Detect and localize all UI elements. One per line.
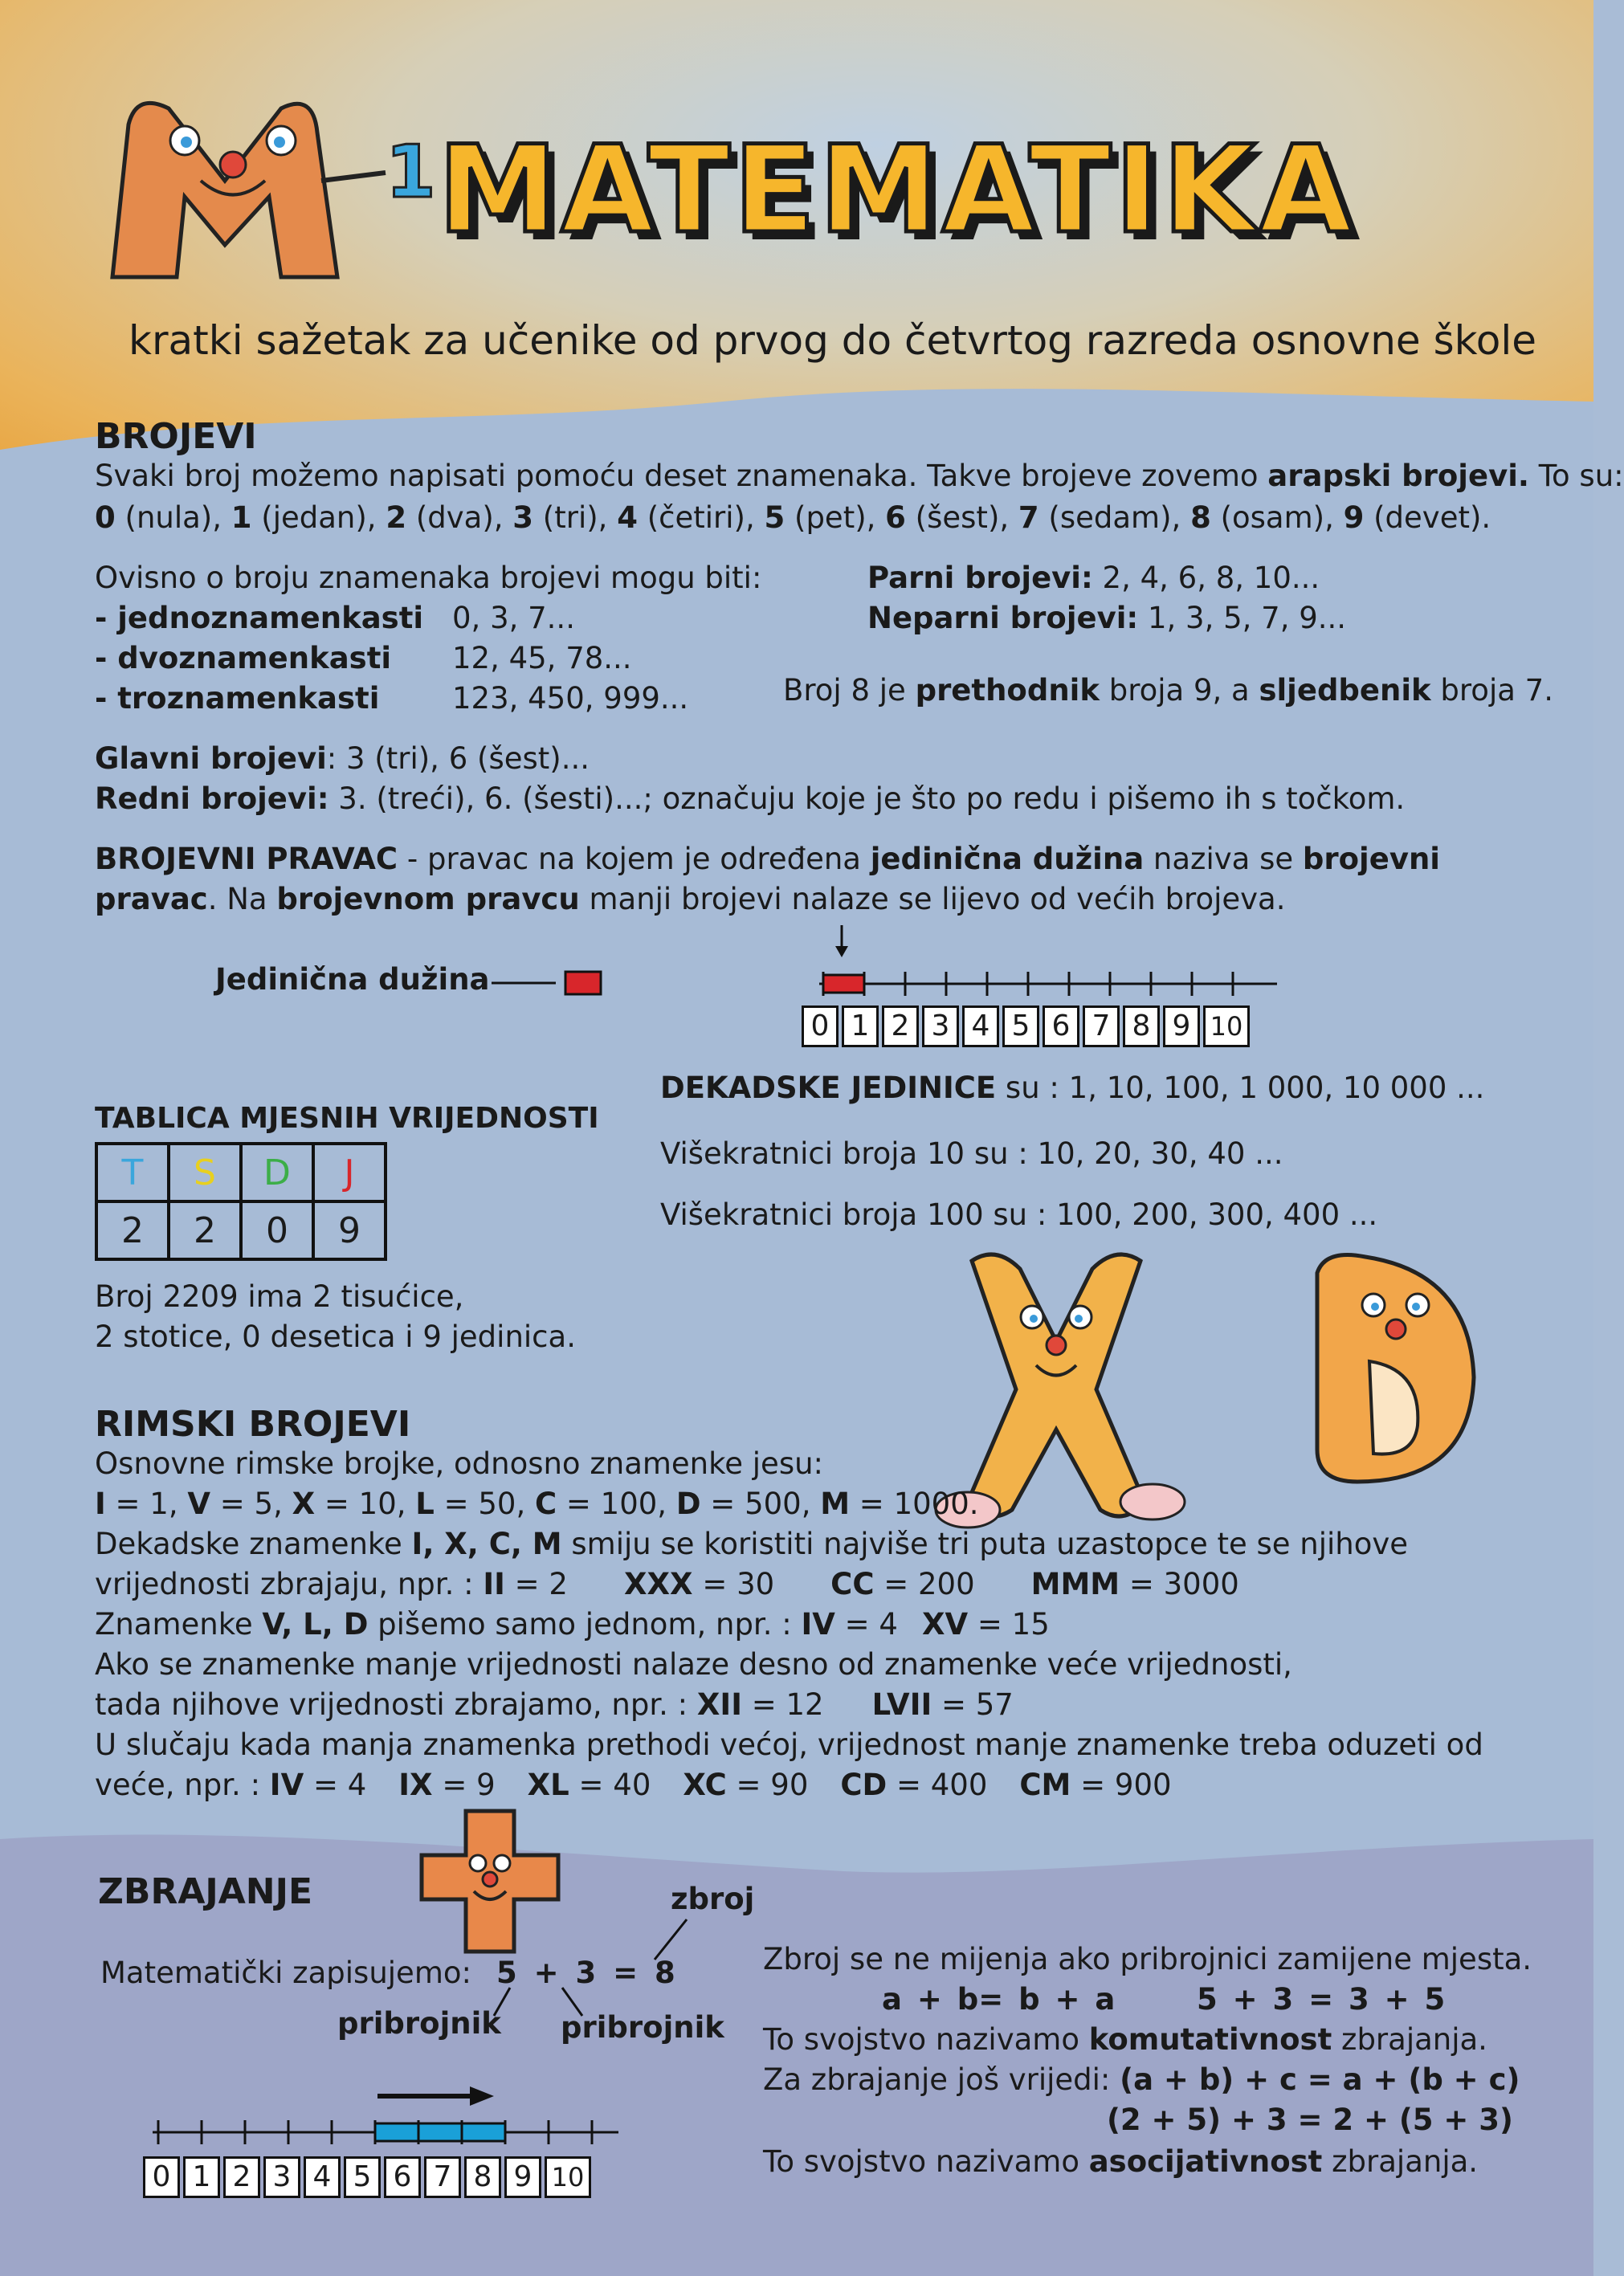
roman-value: = 10, (315, 1487, 416, 1521)
roman-example (483, 1567, 568, 1601)
digit-name: (dva), (406, 500, 513, 535)
digit-name: (četiri), (637, 500, 765, 535)
number-box: 8 (464, 2156, 501, 2198)
kind-label: - troznamenkasti (95, 681, 380, 716)
roman-value: = 200 (874, 1567, 975, 1601)
place-value: 2 (96, 1201, 169, 1259)
roman-value: = 2 (504, 1567, 568, 1601)
roman-numeral: MMM (1030, 1567, 1120, 1601)
roman-value: = 4 (304, 1768, 367, 1802)
roman-example (922, 1607, 1050, 1642)
plus-mascot (414, 1803, 566, 1956)
roman-example (840, 1768, 987, 1802)
kind-row (95, 598, 688, 638)
kind-label: - dvoznamenkasti (95, 641, 392, 675)
section-heading-brojevi: BROJEVI (95, 416, 257, 457)
place-header: T (96, 1144, 169, 1201)
section-heading-zbrajanje: ZBRAJANJE (98, 1871, 313, 1912)
roman-numeral: I (95, 1487, 106, 1521)
number-box: 3 (263, 2156, 300, 2198)
roman-numeral: IV (801, 1607, 835, 1642)
digit-numeral: 4 (617, 500, 638, 535)
number-box: 9 (504, 2156, 541, 2198)
roman-numeral: V (187, 1487, 211, 1521)
visekratnici-10: Višekratnici broja 10 su : 10, 20, 30, 40 ... (660, 1136, 1283, 1171)
roman-value: = 1, (105, 1487, 188, 1521)
roman-example (270, 1768, 366, 1802)
place-value: 9 (313, 1201, 386, 1259)
unit-segment-sample (492, 964, 612, 1004)
rimski-l5: Znamenke V, L, D pišemo samo jednom, npr. : IV = 4 XV = 15 (95, 1607, 1050, 1642)
roman-example (398, 1768, 495, 1802)
roman-value: = 57 (932, 1687, 1014, 1722)
number-box: 5 (1002, 1005, 1039, 1047)
kinds-list (95, 598, 688, 719)
digit-numeral: 1 (231, 500, 252, 535)
number-box: 3 (922, 1005, 959, 1047)
number-line-addition-labels (143, 2156, 594, 2198)
place-value: 0 (241, 1201, 313, 1259)
kind-example: 12, 45, 78... (452, 641, 632, 675)
number-box: 7 (1083, 1005, 1120, 1047)
jedinicna-duzina-label: Jedinična dužina (215, 962, 490, 997)
roman-numeral: XV (921, 1607, 969, 1642)
roman-example (697, 1687, 824, 1722)
number-box: 2 (882, 1005, 919, 1047)
roman-numeral: XII (696, 1687, 742, 1722)
rimski-l1: Osnovne rimske brojke, odnosno znamenke jesu: (95, 1446, 824, 1481)
roman-value: = 1000. (850, 1487, 979, 1521)
rimski-l6: Ako se znamenke manje vrijednosti nalaze desno od znamenke veće vrijednosti, (95, 1647, 1292, 1682)
zbroj-rule-3: To svojstvo nazivamo komutativnost zbrajanja. (763, 2022, 1487, 2057)
letter-m-mascot (96, 76, 442, 293)
digit-list (95, 498, 1491, 538)
roman-numeral: CD (840, 1768, 887, 1802)
number-box: 6 (384, 2156, 421, 2198)
roman-value: = 100, (557, 1487, 676, 1521)
number-box: 4 (304, 2156, 341, 2198)
roman-value: = 50, (434, 1487, 535, 1521)
roman-numeral: II (483, 1567, 505, 1601)
kind-example: 123, 450, 999... (452, 681, 689, 716)
rimski-l4: vrijednosti zbrajaju, npr. : II = 2 XXX = 30 CC = 200 MMM = 3000 (95, 1567, 1239, 1601)
zbroj-rule-5: (2 + 5) + 3 = 2 + (5 + 3) (1107, 2103, 1513, 2137)
zbroj-rule-4: Za zbrajanje još vrijedi: (a + b) + c = a + (b + c) (763, 2062, 1520, 2097)
number-box: 10 (545, 2156, 591, 2198)
number-box: 4 (962, 1005, 999, 1047)
digit-name: (sedam), (1038, 500, 1191, 535)
kind-example: 0, 3, 7... (452, 601, 575, 635)
zapis-label: Matematički zapisujemo: (100, 1956, 471, 1990)
number-box: 8 (1123, 1005, 1160, 1047)
place-header: S (169, 1144, 241, 1201)
roman-value: = 5, (210, 1487, 292, 1521)
digit-name: (šest), (905, 500, 1018, 535)
digit-numeral: 2 (386, 500, 407, 535)
section-heading-tablica: TABLICA MJESNIH VRIJEDNOSTI (95, 1102, 599, 1135)
number-box: 0 (143, 2156, 180, 2198)
number-box: 2 (223, 2156, 260, 2198)
roman-value: = 12 (741, 1687, 824, 1722)
number-line-unit (795, 924, 1293, 1012)
pribrojnik-label-2: pribrojnik (561, 2010, 724, 2045)
roman-value: = 500, (700, 1487, 821, 1521)
roman-value: = 90 (726, 1768, 809, 1802)
number-box: 1 (842, 1005, 879, 1047)
addition-expression: 5 + 3 = 8 (496, 1956, 675, 1990)
number-box: 5 (344, 2156, 381, 2198)
zbroj-rule-6: To svojstvo nazivamo asocijativnost zbrajanja. (763, 2144, 1479, 2179)
roman-numeral: LVII (871, 1687, 932, 1722)
pribrojnik-label-1: pribrojnik (337, 2006, 501, 2041)
roman-numeral: XXX (623, 1567, 693, 1601)
page-title: MATEMATIKA (438, 120, 1356, 260)
brojevi-intro: Svaki broj možemo napisati pomoću deset znamenaka. Takve brojeve zovemo arapski brojevi. To su: (95, 459, 1624, 493)
prethodnik-sljedbenik: Broj 8 je prethodnik broja 9, a sljedbenik broja 7. (783, 673, 1553, 708)
place-header: D (241, 1144, 313, 1201)
roman-value: = 900 (1071, 1768, 1172, 1802)
number-box: 7 (424, 2156, 461, 2198)
roman-value: = 40 (569, 1768, 651, 1802)
digit-name: (tri), (533, 500, 618, 535)
number-line-unit-labels (802, 1005, 1253, 1047)
roman-numeral: CM (1019, 1768, 1071, 1802)
roman-value: = 30 (692, 1567, 775, 1601)
roman-numeral: M (820, 1487, 851, 1521)
number-box: 10 (1203, 1005, 1250, 1047)
digit-name: (osam), (1210, 500, 1344, 535)
digit-numeral: 8 (1190, 500, 1211, 535)
roman-numeral: IX (398, 1768, 433, 1802)
roman-numeral: L (415, 1487, 435, 1521)
redni-brojevi: Redni brojevi: 3. (treći), 6. (šesti)...; označuju koje je što po redu i pišemo ih s točkom. (95, 781, 1406, 816)
roman-example (683, 1768, 808, 1802)
zbroj-rule-2b: 5 + 3 = 3 + 5 (1197, 1982, 1446, 2017)
digit-numeral: 0 (95, 500, 116, 535)
place-value-table (95, 1142, 387, 1261)
zbroj-label: zbroj (671, 1882, 755, 1916)
roman-example (624, 1567, 774, 1601)
rimski-l2 (95, 1484, 979, 1524)
kind-label: - jednoznamenkasti (95, 601, 424, 635)
roman-numeral: X (292, 1487, 316, 1521)
roman-value: = 9 (432, 1768, 496, 1802)
roman-example (1031, 1567, 1239, 1601)
rimski-l3: Dekadske znamenke I, X, C, M smiju se koristiti najviše tri puta uzastopce te se njihove (95, 1527, 1409, 1561)
roman-numeral: XC (683, 1768, 727, 1802)
dekadske-jedinice: DEKADSKE JEDINICE su : 1, 10, 100, 1 000, 10 000 ... (660, 1071, 1485, 1105)
roman-example (830, 1567, 974, 1601)
letter-d-mascot (1301, 1249, 1486, 1490)
roman-numeral: D (675, 1487, 701, 1521)
roman-value: = 3000 (1120, 1567, 1239, 1601)
kind-row (95, 679, 688, 719)
roman-example (872, 1687, 1014, 1722)
digit-name: (pet), (785, 500, 886, 535)
place-value-desc-1: Broj 2209 ima 2 tisućice, (95, 1279, 464, 1314)
place-header: J (313, 1144, 386, 1201)
rimski-l9: veće, npr. : IV = 4 IX = 9 XL = 40 XC = 90 CD = 400 CM = 900 (95, 1768, 1172, 1802)
page-subtitle: kratki sažetak za učenike od prvog do četvrtog razreda osnovne škole (129, 317, 1537, 364)
digit-numeral: 9 (1343, 500, 1365, 535)
rimski-l8: U slučaju kada manja znamenka prethodi većoj, vrijednost manje znamenke treba oduzeti od (95, 1727, 1483, 1762)
digit-name: (jedan), (251, 500, 386, 535)
roman-example (1019, 1768, 1171, 1802)
digit-name: (devet). (1364, 500, 1491, 535)
digit-numeral: 5 (764, 500, 785, 535)
roman-value: = 400 (887, 1768, 988, 1802)
brojevni-pravac-text-1: BROJEVNI PRAVAC - pravac na kojem je određena jedinična dužina naziva se brojevni (95, 842, 1440, 876)
roman-value: = 4 (834, 1607, 898, 1642)
place-value: 2 (169, 1201, 241, 1259)
place-value-desc-2: 2 stotice, 0 desetica i 9 jedinica. (95, 1320, 576, 1354)
digit-name: (nula), (115, 500, 231, 535)
roman-example (802, 1607, 898, 1642)
number-box: 9 (1163, 1005, 1200, 1047)
visekratnici-100: Višekratnici broja 100 su : 100, 200, 300, 400 ... (660, 1197, 1378, 1232)
digit-numeral: 7 (1018, 500, 1039, 535)
zbroj-rule-2a: a + b= b + a (882, 1982, 1116, 2017)
parni-brojevi: Parni brojevi: 2, 4, 6, 8, 10... (867, 561, 1320, 595)
digit-numeral: 6 (885, 500, 906, 535)
glavni-brojevi: Glavni brojevi: 3 (tri), 6 (šest)... (95, 741, 590, 776)
section-heading-rimski: RIMSKI BROJEVI (95, 1404, 411, 1445)
roman-numeral: CC (830, 1567, 875, 1601)
roman-value: = 15 (968, 1607, 1050, 1642)
rimski-l7: tada njihove vrijednosti zbrajamo, npr. : XII = 12 LVII = 57 (95, 1687, 1014, 1722)
roman-numeral: XL (527, 1768, 569, 1802)
zbroj-rule-1: Zbroj se ne mijenja ako pribrojnici zamijene mjesta. (763, 1942, 1532, 1976)
number-box: 6 (1043, 1005, 1079, 1047)
number-box: 1 (183, 2156, 220, 2198)
svg-text:1: 1 (386, 130, 436, 214)
digit-numeral: 3 (512, 500, 534, 535)
roman-numeral: IV (269, 1768, 304, 1802)
ovisno-text: Ovisno o broju znamenaka brojevi mogu biti: (95, 561, 762, 595)
neparni-brojevi: Neparni brojevi: 1, 3, 5, 7, 9... (867, 601, 1347, 635)
number-line-addition (145, 2072, 626, 2160)
kind-row (95, 638, 688, 679)
roman-numeral: C (535, 1487, 557, 1521)
number-box: 0 (802, 1005, 839, 1047)
roman-example (528, 1768, 651, 1802)
brojevni-pravac-text-2: pravac. Na brojevnom pravcu manji brojevi nalaze se lijevo od većih brojeva. (95, 882, 1286, 916)
